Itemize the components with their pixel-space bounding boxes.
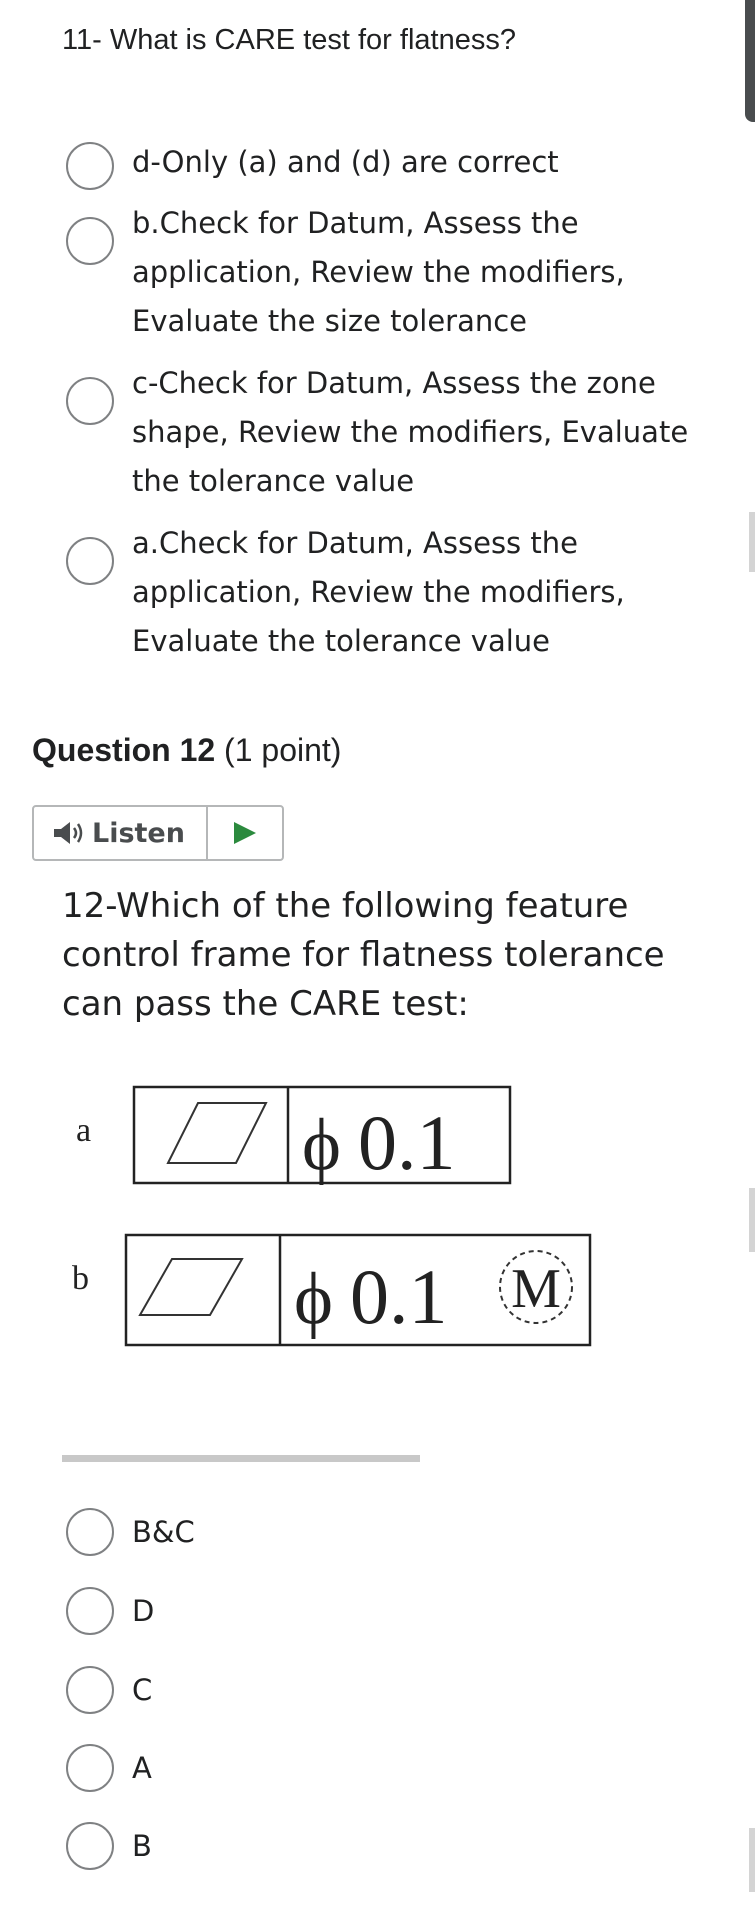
radio-button[interactable]: [66, 1587, 114, 1635]
flatness-symbol-icon: [140, 1259, 242, 1315]
radio-button[interactable]: [66, 142, 114, 190]
divider: [62, 1455, 420, 1462]
option-label: B&C: [132, 1515, 195, 1549]
diameter-symbol-a: ϕ: [302, 1104, 341, 1186]
option-label: D: [132, 1594, 155, 1628]
label-a: a: [76, 1112, 92, 1149]
option-label: B: [132, 1829, 152, 1863]
question-number: Question 12: [32, 732, 216, 768]
flatness-symbol-icon: [168, 1103, 266, 1163]
radio-button[interactable]: [66, 1508, 114, 1556]
feature-control-frame-figure: [58, 1075, 618, 1365]
edge-marker: [749, 1828, 755, 1892]
option-label: a.Check for Datum, Assess the application, Review the modifiers, Evaluate the tolerance value: [132, 526, 625, 658]
tolerance-value-b: 0.1: [350, 1253, 448, 1340]
play-button[interactable]: [208, 807, 282, 859]
edge-marker: [749, 512, 755, 572]
option-label: c-Check for Datum, Assess the zone shape, Review the modifiers, Evaluate the tolerance value: [132, 366, 689, 498]
scrollbar-thumb[interactable]: [745, 0, 755, 122]
listen-label: Listen: [92, 817, 185, 849]
question-12-heading: [32, 732, 341, 769]
radio-button[interactable]: [66, 1744, 114, 1792]
option-label: C: [132, 1673, 153, 1707]
radio-button[interactable]: [66, 377, 114, 425]
diameter-symbol-b: ϕ: [294, 1258, 333, 1340]
option-label: b.Check for Datum, Assess the application, Review the modifiers, Evaluate the size tolerance: [132, 206, 625, 338]
listen-control: [32, 805, 284, 861]
speaker-icon: [52, 819, 86, 847]
question-points: (1 point): [215, 732, 342, 768]
label-b: b: [72, 1260, 89, 1297]
option-label: A: [132, 1751, 152, 1785]
mmc-modifier: M: [511, 1258, 561, 1320]
edge-marker: [749, 1188, 755, 1252]
option-label: d-Only (a) and (d) are correct: [132, 145, 559, 179]
radio-button[interactable]: [66, 537, 114, 585]
play-icon: [232, 820, 258, 846]
tolerance-value-a: 0.1: [358, 1099, 456, 1186]
question-11-text: 11- What is CARE test for flatness?: [62, 24, 516, 56]
radio-button[interactable]: [66, 1666, 114, 1714]
radio-button[interactable]: [66, 1822, 114, 1870]
radio-button[interactable]: [66, 217, 114, 265]
question-12-text: 12-Which of the following feature control frame for flatness tolerance can pass the CARE test:: [62, 886, 665, 1024]
listen-button[interactable]: [34, 807, 208, 859]
